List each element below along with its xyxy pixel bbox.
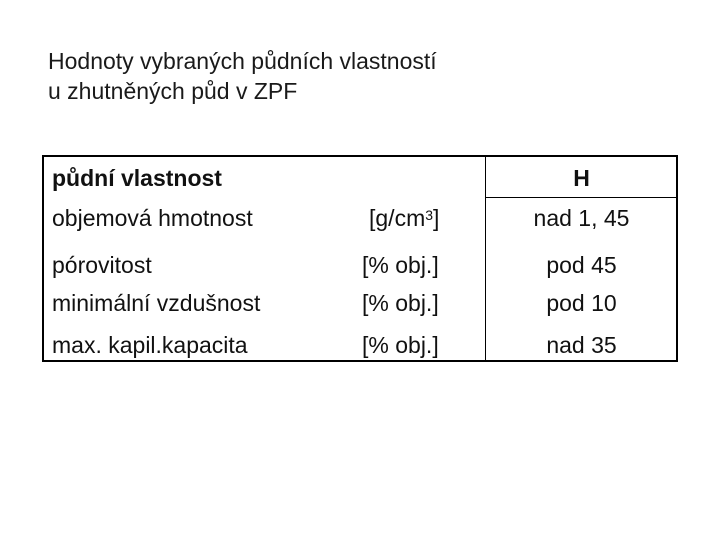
- row-unit-bulk-density: $[g/cm^3]$: [369, 205, 440, 231]
- row-value-max-capillary-capacity: nad 35: [546, 332, 617, 358]
- row-unit-porosity: [% obj.]: [362, 252, 439, 278]
- title-line-2: u zhutněných půd v ZPF: [48, 78, 298, 104]
- slide-title: [48, 46, 437, 106]
- row-value-bulk-density: nad 1, 45: [533, 205, 630, 231]
- row-label-bulk-density: objemová hmotnost: [52, 205, 253, 231]
- row-value-porosity: pod 45: [546, 252, 617, 278]
- title-line-1: Hodnoty vybraných půdních vlastností: [48, 48, 437, 74]
- row-unit-min-air-capacity: [% obj.]: [362, 290, 439, 316]
- header-divider: [485, 197, 676, 198]
- row-value-min-air-capacity: pod 10: [546, 290, 617, 316]
- row-label-max-capillary-capacity: max. kapil.kapacita: [52, 332, 248, 358]
- row-label-porosity: pórovitost: [52, 252, 152, 278]
- row-label-min-air-capacity: minimální vzdušnost: [52, 290, 261, 316]
- soil-properties-table: [42, 155, 678, 362]
- row-unit-max-capillary-capacity: [% obj.]: [362, 332, 439, 358]
- header-value-label: H: [573, 165, 590, 191]
- header-property-label: půdní vlastnost: [52, 165, 222, 191]
